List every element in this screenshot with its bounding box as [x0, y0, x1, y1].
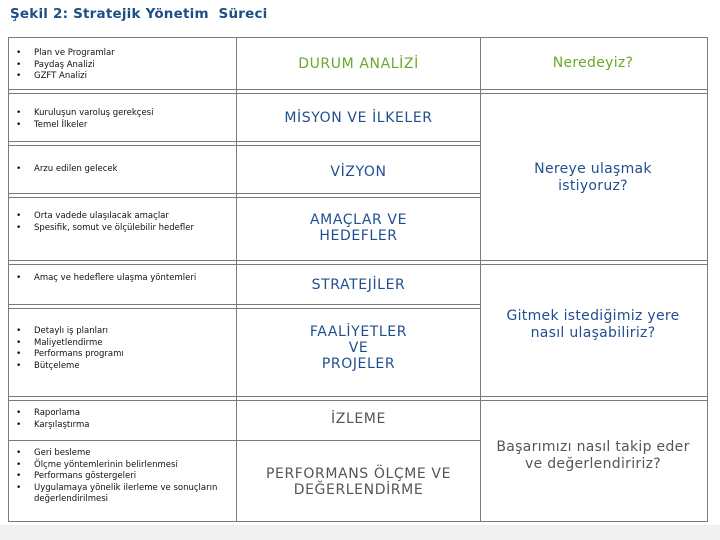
bullet-list-stratejiler	[14, 273, 229, 285]
list-item: • Spesifik, somut ve ölçülebilir hedefler	[14, 223, 229, 235]
list-item: • Ölçme yöntemlerinin belirlenmesi	[14, 460, 229, 472]
list-item: • Geri besleme	[14, 448, 229, 460]
stage-izleme: İZLEME	[331, 411, 386, 427]
list-item: • Arzu edilen gelecek	[14, 164, 229, 176]
stage-vizyon: VİZYON	[330, 163, 387, 180]
bullet-list-misyon	[14, 108, 229, 131]
list-item: • Temel İlkeler	[14, 120, 229, 132]
list-item: • Uygulamaya yönelik ilerleme ve sonuçların değerlendirilmesi	[14, 483, 229, 506]
row-separator	[8, 308, 481, 309]
list-item: • GZFT Analizi	[14, 71, 229, 83]
bullet-list-vizyon	[14, 164, 229, 176]
question-separator	[480, 400, 707, 401]
list-item: • Detaylı iş planları	[14, 326, 229, 338]
question-nereye-ulasmak: Nereye ulaşmak istiyoruz?	[534, 161, 652, 194]
stage-misyon: MİSYON VE İLKELER	[284, 110, 433, 126]
stage-amaclar: AMAÇLAR VE HEDEFLER	[309, 212, 408, 244]
question-separator	[480, 93, 707, 94]
stage-durum-analizi: DURUM ANALİZİ	[298, 55, 419, 72]
question-nasil-ulasabiliriz: Gitmek istediğimiz yere nasıl ulaşabiliriz?	[506, 308, 680, 341]
question-separator	[480, 260, 707, 261]
list-item: • Orta vadede ulaşılacak amaçlar	[14, 211, 229, 223]
row-separator	[8, 93, 481, 94]
list-item: • Bütçeleme	[14, 361, 229, 373]
bullet-list-izleme	[14, 408, 229, 431]
stage-faaliyetler: FAALİYETLER VE PROJELER	[309, 324, 408, 372]
bottom-strip	[0, 525, 720, 540]
row-separator	[8, 145, 481, 146]
question-separator	[480, 89, 707, 90]
list-item: • Performans göstergeleri	[14, 471, 229, 483]
stage-performans-olcme: PERFORMANS ÖLÇME VE DEĞERLENDİRME	[265, 466, 452, 498]
list-item: • Raporlama	[14, 408, 229, 420]
question-separator	[480, 264, 707, 265]
bullet-list-performans	[14, 448, 229, 506]
list-item: • Paydaş Analizi	[14, 60, 229, 72]
list-item: • Plan ve Programlar	[14, 48, 229, 60]
row-separator	[8, 400, 481, 401]
row-separator	[8, 396, 481, 397]
row-separator	[8, 89, 481, 90]
list-item: • Amaç ve hedeflere ulaşma yöntemleri	[14, 273, 229, 285]
bullet-list-amaclar	[14, 211, 229, 234]
list-item: • Maliyetlendirme	[14, 338, 229, 350]
row-separator	[8, 193, 481, 194]
question-neredeyiz: Neredeyiz?	[552, 55, 634, 71]
figure-title: Şekil 2: Stratejik Yönetim Süreci	[10, 6, 268, 22]
row-separator	[8, 304, 481, 305]
list-item: • Performans programı	[14, 349, 229, 361]
stage-stratejiler: STRATEJİLER	[311, 276, 406, 293]
question-takip-degerlendirme: Başarımızı nasıl takip eder ve değerlendiririz?	[496, 439, 690, 472]
list-item: • Karşılaştırma	[14, 420, 229, 432]
bullet-list-faaliyetler	[14, 326, 229, 372]
row-separator	[8, 197, 481, 198]
question-separator	[480, 396, 707, 397]
row-separator	[8, 260, 481, 261]
row-separator	[8, 440, 481, 441]
bullet-list-durum	[14, 48, 229, 83]
row-separator	[8, 141, 481, 142]
list-item: • Kuruluşun varoluş gerekçesi	[14, 108, 229, 120]
